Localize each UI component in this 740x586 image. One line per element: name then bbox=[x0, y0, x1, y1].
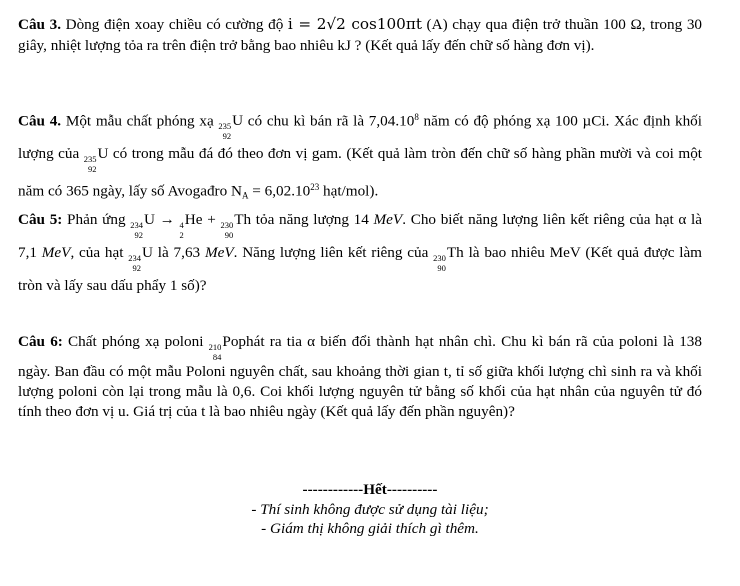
mass-number: 235 bbox=[218, 121, 232, 132]
exponent: 23 bbox=[310, 182, 320, 193]
question-text: Một mẫu chất phóng xạ bbox=[65, 112, 219, 130]
exam-footer bbox=[0, 480, 740, 538]
unit: MeV bbox=[204, 243, 234, 261]
question-text: tỏa năng lượng 14 bbox=[251, 211, 374, 228]
question-text: (A) chạy qua điện trở thuần 100 Ω, trong 30 giây, nhiệt lượng tỏa ra trên điện trở bằng bao nhiêu kJ ? (Kết quả lấy đến chữ số hàng đơn vị). bbox=[18, 16, 703, 54]
nuclide-po210 bbox=[209, 332, 239, 362]
question-text: phát ra tia α biến đổi thành hạt nhân chì. Chu kì bán rã của poloni là 138 ngày. Ban đầu có một mẫu Poloni nguyên chất, sau khoảng thời gian t, tỉ số giữa khối lượng chì sinh ra và khối lượng poloni còn lại trong mẫu là 0,6. Coi khối lượng nguyên tử bằng số khối của hạt nhân của nguyên tử đó tính theo đơn vị u. Giá trị của t là bao nhiêu ngày (Kết quả lấy đến phần nguyên)? bbox=[18, 333, 702, 420]
nuclide-u234 bbox=[130, 207, 155, 240]
question-text: có chu kì bán rã là 7,04.10 bbox=[243, 112, 415, 130]
element-symbol: Th bbox=[446, 243, 464, 261]
atomic-number: 92 bbox=[134, 229, 143, 240]
mass-number: 4 bbox=[179, 219, 184, 230]
element-symbol: U bbox=[97, 145, 109, 163]
footer-note: - Giám thị không giải thích gì thêm. bbox=[261, 520, 479, 537]
atomic-number: 84 bbox=[212, 351, 222, 362]
atomic-number: 92 bbox=[87, 164, 97, 175]
unit: MeV bbox=[373, 211, 403, 228]
arrow-symbol: → bbox=[154, 211, 180, 228]
atomic-number: 2 bbox=[179, 229, 184, 240]
nuclide-u234 bbox=[128, 240, 153, 273]
nuclide-he4 bbox=[180, 207, 203, 240]
mass-number: 234 bbox=[130, 219, 143, 230]
question-text: . Cho biết năng lượng liên kết riêng của hạt α là 7,1 bbox=[18, 211, 703, 261]
nuclide-th230 bbox=[220, 207, 251, 240]
question-label: Câu 6: bbox=[18, 333, 63, 350]
element-symbol: He bbox=[184, 211, 203, 228]
unit: MeV bbox=[41, 243, 71, 261]
mass-number: 234 bbox=[128, 252, 142, 263]
plus-symbol: + bbox=[202, 211, 221, 228]
mass-number: 235 bbox=[83, 154, 97, 165]
question-4 bbox=[18, 104, 702, 209]
question-text: Chất phóng xạ poloni bbox=[62, 333, 209, 350]
element-symbol: U bbox=[142, 243, 153, 261]
mass-number: 230 bbox=[220, 219, 234, 230]
question-label: Câu 5: bbox=[18, 211, 63, 228]
end-marker: ------------Hết---------- bbox=[302, 481, 438, 498]
question-text: là 7,63 bbox=[153, 243, 205, 261]
atomic-number: 90 bbox=[224, 229, 234, 240]
current-formula: i = 2√2 cos100πt bbox=[287, 15, 422, 33]
question-6 bbox=[18, 332, 702, 422]
question-text: là bao nhiêu MeV (Kết quả được làm tròn và lấy sau dấu phẩy 1 số)? bbox=[18, 243, 702, 294]
question-text: có trong mẫu đá đó theo đơn vị gam. (Kết quả làm tròn đến chữ số hàng phần mười và coi một năm có 365 ngày, lấy số Avogađro N bbox=[18, 145, 703, 200]
question-text: . Năng lượng liên kết riêng của bbox=[233, 243, 434, 261]
nuclide-u235 bbox=[218, 108, 243, 141]
question-text: Dòng điện xoay chiều có cường độ bbox=[65, 16, 288, 33]
question-text: năm có độ phóng xạ 100 µCi. Xác định khối lượng của bbox=[18, 112, 702, 163]
atomic-number: 92 bbox=[222, 131, 232, 142]
question-label: Câu 4. bbox=[18, 112, 62, 130]
element-symbol: Th bbox=[234, 211, 252, 228]
mass-number: 230 bbox=[433, 252, 446, 263]
question-3 bbox=[18, 14, 702, 56]
question-text: , của hạt bbox=[70, 243, 129, 261]
question-text: Phản ứng bbox=[62, 211, 131, 228]
element-symbol: U bbox=[232, 112, 244, 130]
footer-note: - Thí sinh không được sử dụng tài liệu; bbox=[251, 501, 489, 518]
atomic-number: 90 bbox=[437, 262, 446, 273]
nuclide-u235 bbox=[84, 141, 109, 174]
element-symbol: Po bbox=[222, 333, 239, 350]
exponent: 8 bbox=[414, 112, 419, 122]
atomic-number: 92 bbox=[132, 262, 142, 273]
subscript: A bbox=[241, 190, 249, 201]
question-5 bbox=[18, 207, 702, 299]
question-text: hạt/mol). bbox=[319, 182, 379, 200]
nuclide-th230 bbox=[433, 240, 464, 273]
question-label: Câu 3. bbox=[18, 16, 62, 33]
question-text: = 6,02.10 bbox=[248, 182, 311, 200]
mass-number: 210 bbox=[208, 341, 222, 352]
element-symbol: U bbox=[144, 211, 155, 228]
